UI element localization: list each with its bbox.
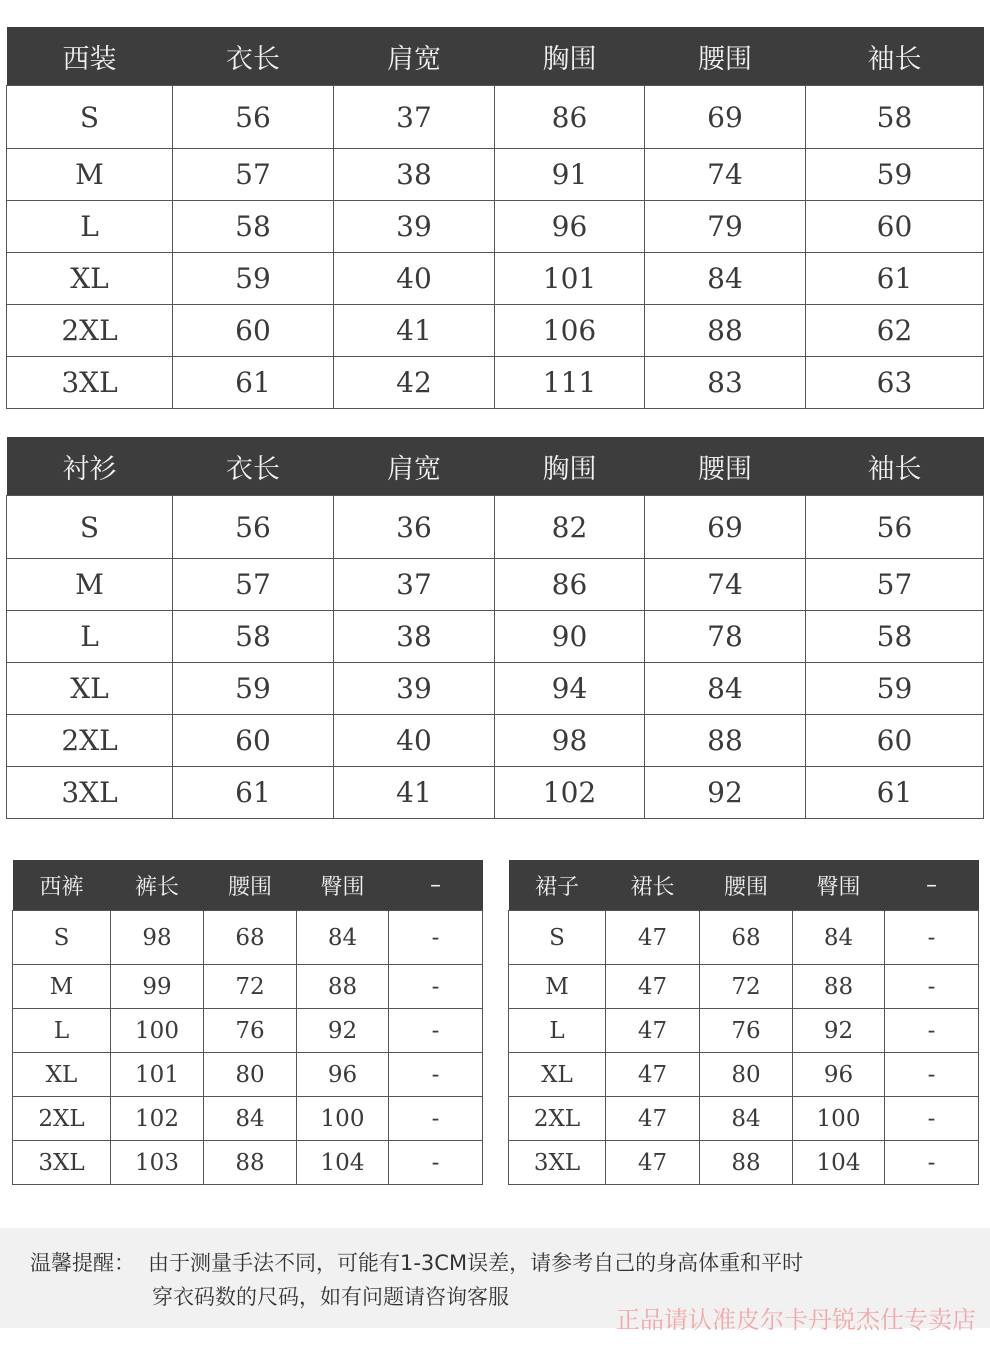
measurement-cell: 47 <box>606 1009 700 1053</box>
measurement-cell: 84 <box>645 663 806 715</box>
reminder-text-line1: 由于测量手法不同，可能有1-3CM误差，请参考自己的身高体重和平时 <box>148 1251 804 1275</box>
measurement-cell: - <box>885 1053 979 1097</box>
measurement-cell: 100 <box>297 1097 389 1141</box>
reminder-label: 温馨提醒： <box>30 1251 135 1275</box>
size-cell: XL <box>7 663 173 715</box>
table-row <box>509 1053 979 1097</box>
table-row <box>13 1053 483 1097</box>
measurement-cell: 96 <box>297 1053 389 1097</box>
size-cell: M <box>13 965 111 1009</box>
measurement-cell: 88 <box>645 305 806 357</box>
column-header: 胸围 <box>495 27 645 86</box>
size-cell: L <box>7 611 173 663</box>
size-cell: S <box>509 911 606 965</box>
size-cell: 2XL <box>509 1097 606 1141</box>
size-cell: XL <box>509 1053 606 1097</box>
measurement-cell: - <box>885 1009 979 1053</box>
measurement-cell: 36 <box>334 496 495 559</box>
table-row <box>13 965 483 1009</box>
table-row <box>7 663 984 715</box>
measurement-cell: - <box>885 965 979 1009</box>
measurement-cell: 102 <box>495 767 645 819</box>
table-row <box>509 1009 979 1053</box>
measurement-cell: 99 <box>111 965 204 1009</box>
measurement-cell: 56 <box>806 496 984 559</box>
measurement-cell: 101 <box>111 1053 204 1097</box>
measurement-cell: 88 <box>793 965 885 1009</box>
table-row <box>7 253 984 305</box>
column-header: 衣长 <box>173 27 334 86</box>
size-cell: M <box>7 149 173 201</box>
measurement-cell: 40 <box>334 253 495 305</box>
measurement-cell: 101 <box>495 253 645 305</box>
size-cell: S <box>13 911 111 965</box>
size-cell: M <box>509 965 606 1009</box>
suit-size-table <box>6 27 984 409</box>
measurement-cell: 76 <box>204 1009 297 1053</box>
column-header: – <box>389 860 483 911</box>
measurement-cell: 92 <box>645 767 806 819</box>
measurement-cell: 58 <box>806 86 984 149</box>
table-row <box>509 911 979 965</box>
size-cell: 3XL <box>7 357 173 409</box>
size-cell: 3XL <box>7 767 173 819</box>
measurement-cell: 47 <box>606 911 700 965</box>
table-row <box>7 86 984 149</box>
measurement-cell: 68 <box>700 911 793 965</box>
column-header: 臀围 <box>793 860 885 911</box>
measurement-cell: 104 <box>297 1141 389 1185</box>
measurement-cell: 100 <box>793 1097 885 1141</box>
size-cell: 3XL <box>509 1141 606 1185</box>
size-cell: XL <box>7 253 173 305</box>
table-row <box>7 201 984 253</box>
column-header: 腰围 <box>645 27 806 86</box>
size-cell: S <box>7 86 173 149</box>
measurement-cell: 88 <box>204 1141 297 1185</box>
measurement-cell: 74 <box>645 149 806 201</box>
size-cell: M <box>7 559 173 611</box>
measurement-cell: 72 <box>204 965 297 1009</box>
column-header: 衣长 <box>173 437 334 496</box>
measurement-cell: - <box>389 1097 483 1141</box>
measurement-cell: 59 <box>806 663 984 715</box>
table-row <box>7 357 984 409</box>
measurement-cell: 58 <box>806 611 984 663</box>
column-header: – <box>885 860 979 911</box>
measurement-cell: 63 <box>806 357 984 409</box>
measurement-cell: 59 <box>806 149 984 201</box>
size-cell: L <box>13 1009 111 1053</box>
measurement-cell: 37 <box>334 86 495 149</box>
measurement-cell: 38 <box>334 149 495 201</box>
table-row <box>509 1141 979 1185</box>
measurement-cell: 61 <box>806 253 984 305</box>
size-cell: 2XL <box>7 715 173 767</box>
measurement-cell: 92 <box>297 1009 389 1053</box>
column-header: 臀围 <box>297 860 389 911</box>
measurement-cell: - <box>389 1053 483 1097</box>
column-header: 裙长 <box>606 860 700 911</box>
table-header-row <box>13 860 483 911</box>
measurement-cell: 111 <box>495 357 645 409</box>
measurement-cell: 37 <box>334 559 495 611</box>
skirt-size-table <box>508 860 979 1185</box>
measurement-cell: 79 <box>645 201 806 253</box>
measurement-cell: 88 <box>700 1141 793 1185</box>
measurement-cell: 47 <box>606 1141 700 1185</box>
measurement-cell: 86 <box>495 86 645 149</box>
column-header: 胸围 <box>495 437 645 496</box>
measurement-cell: 86 <box>495 559 645 611</box>
column-header: 腰围 <box>645 437 806 496</box>
measurement-cell: 56 <box>173 496 334 559</box>
measurement-cell: 78 <box>645 611 806 663</box>
measurement-cell: 38 <box>334 611 495 663</box>
measurement-cell: - <box>885 911 979 965</box>
measurement-cell: 69 <box>645 86 806 149</box>
table-row <box>509 1097 979 1141</box>
measurement-cell: - <box>389 1009 483 1053</box>
column-header: 袖长 <box>806 437 984 496</box>
measurement-cell: 100 <box>111 1009 204 1053</box>
measurement-cell: 74 <box>645 559 806 611</box>
measurement-cell: 61 <box>173 767 334 819</box>
measurement-cell: 69 <box>645 496 806 559</box>
measurement-cell: 104 <box>793 1141 885 1185</box>
column-header: 腰围 <box>204 860 297 911</box>
measurement-cell: 103 <box>111 1141 204 1185</box>
measurement-cell: 59 <box>173 253 334 305</box>
measurement-cell: 91 <box>495 149 645 201</box>
size-cell: 2XL <box>13 1097 111 1141</box>
measurement-cell: 39 <box>334 663 495 715</box>
size-cell: L <box>509 1009 606 1053</box>
table-row <box>7 715 984 767</box>
column-header: 肩宽 <box>334 27 495 86</box>
table-row <box>509 965 979 1009</box>
shirt-size-table <box>6 437 984 819</box>
measurement-cell: 39 <box>334 201 495 253</box>
table-header-row <box>509 860 979 911</box>
measurement-cell: - <box>389 911 483 965</box>
column-header: 袖长 <box>806 27 984 86</box>
measurement-cell: 61 <box>806 767 984 819</box>
table-row <box>7 559 984 611</box>
measurement-cell: 92 <box>793 1009 885 1053</box>
measurement-cell: 80 <box>700 1053 793 1097</box>
measurement-cell: 61 <box>173 357 334 409</box>
table-row <box>7 767 984 819</box>
measurement-cell: - <box>885 1097 979 1141</box>
measurement-cell: 96 <box>793 1053 885 1097</box>
measurement-cell: 98 <box>111 911 204 965</box>
measurement-cell: 59 <box>173 663 334 715</box>
measurement-cell: 57 <box>173 149 334 201</box>
measurement-cell: 60 <box>806 201 984 253</box>
measurement-cell: 57 <box>173 559 334 611</box>
table-row <box>7 496 984 559</box>
measurement-cell: 106 <box>495 305 645 357</box>
measurement-cell: 84 <box>645 253 806 305</box>
table-row <box>7 305 984 357</box>
measurement-cell: 72 <box>700 965 793 1009</box>
measurement-cell: 57 <box>806 559 984 611</box>
measurement-cell: 96 <box>495 201 645 253</box>
table-row <box>13 1141 483 1185</box>
column-header: 腰围 <box>700 860 793 911</box>
measurement-cell: 56 <box>173 86 334 149</box>
measurement-cell: 88 <box>645 715 806 767</box>
reminder-text-line2: 穿衣码数的尺码，如有问题请咨询客服 <box>152 1285 509 1309</box>
measurement-cell: 62 <box>806 305 984 357</box>
column-header: 西裤 <box>13 860 111 911</box>
measurement-cell: 83 <box>645 357 806 409</box>
measurement-cell: 84 <box>297 911 389 965</box>
measurement-cell: 60 <box>806 715 984 767</box>
measurement-cell: 58 <box>173 201 334 253</box>
table-header-row <box>7 437 984 496</box>
measurement-cell: 68 <box>204 911 297 965</box>
measurement-cell: 102 <box>111 1097 204 1141</box>
measurement-cell: - <box>389 965 483 1009</box>
measurement-cell: 41 <box>334 305 495 357</box>
column-header: 肩宽 <box>334 437 495 496</box>
measurement-cell: 80 <box>204 1053 297 1097</box>
column-header: 西装 <box>7 27 173 86</box>
table-row <box>7 611 984 663</box>
measurement-cell: 47 <box>606 965 700 1009</box>
measurement-cell: 58 <box>173 611 334 663</box>
size-cell: 3XL <box>13 1141 111 1185</box>
measurement-cell: 60 <box>173 305 334 357</box>
measurement-cell: 84 <box>204 1097 297 1141</box>
measurement-cell: 98 <box>495 715 645 767</box>
table-row <box>13 1009 483 1053</box>
measurement-cell: 47 <box>606 1053 700 1097</box>
size-cell: 2XL <box>7 305 173 357</box>
measurement-cell: 47 <box>606 1097 700 1141</box>
measurement-cell: 94 <box>495 663 645 715</box>
table-row <box>13 1097 483 1141</box>
measurement-cell: 76 <box>700 1009 793 1053</box>
table-row <box>13 911 483 965</box>
size-cell: S <box>7 496 173 559</box>
column-header: 裙子 <box>509 860 606 911</box>
store-watermark: 正品请认准皮尔卡丹锐杰仕专卖店 <box>616 1306 976 1334</box>
measurement-cell: 60 <box>173 715 334 767</box>
table-header-row <box>7 27 984 86</box>
measurement-cell: 90 <box>495 611 645 663</box>
measurement-cell: 40 <box>334 715 495 767</box>
column-header: 裤长 <box>111 860 204 911</box>
measurement-cell: 88 <box>297 965 389 1009</box>
pants-size-table <box>12 860 483 1185</box>
measurement-cell: 42 <box>334 357 495 409</box>
size-cell: XL <box>13 1053 111 1097</box>
measurement-cell: - <box>885 1141 979 1185</box>
measurement-cell: 82 <box>495 496 645 559</box>
column-header: 衬衫 <box>7 437 173 496</box>
measurement-cell: - <box>389 1141 483 1185</box>
measurement-cell: 84 <box>793 911 885 965</box>
measurement-cell: 84 <box>700 1097 793 1141</box>
table-row <box>7 149 984 201</box>
size-cell: L <box>7 201 173 253</box>
measurement-cell: 41 <box>334 767 495 819</box>
